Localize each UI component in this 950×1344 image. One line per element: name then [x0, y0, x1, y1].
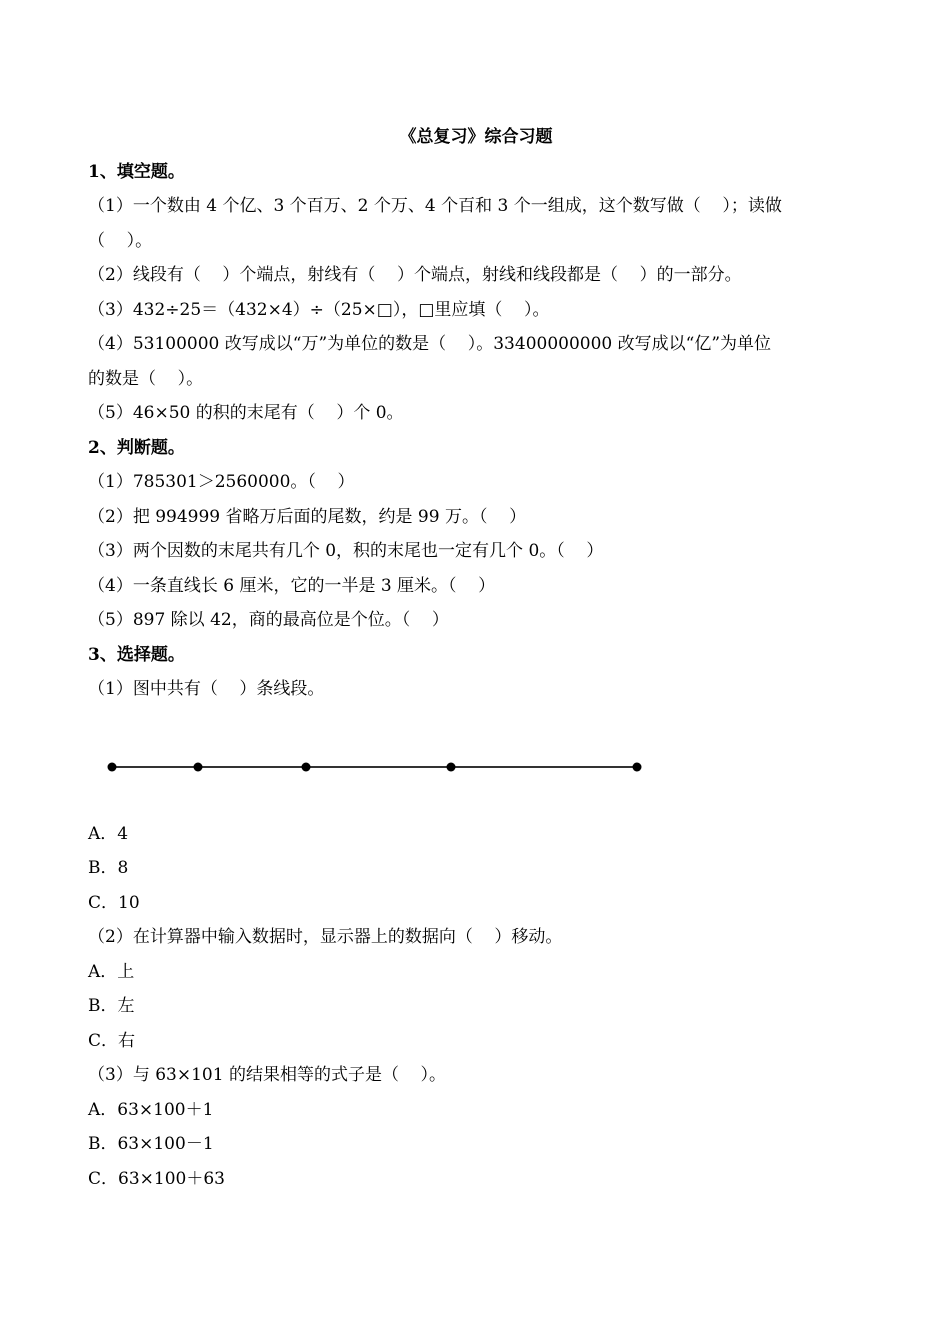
- line-segment-diagram: [100, 747, 660, 787]
- section-heading: 3、选择题。: [88, 644, 185, 665]
- question-line: （3）与 63×101 的结果相等的式子是（ ）。: [88, 1065, 447, 1085]
- answer-option: B．63×100－1: [88, 1134, 214, 1154]
- question-line: （4）一条直线长 6 厘米，它的一半是 3 厘米。（ ）: [88, 575, 496, 596]
- answer-option: B．左: [88, 996, 135, 1016]
- answer-option: A．4: [88, 823, 129, 844]
- segment-point: [302, 762, 311, 771]
- question-line: （1）图中共有（ ）条线段。: [88, 679, 325, 699]
- answer-option: A．63×100＋1: [88, 1099, 214, 1120]
- question-line: （5）897 除以 42，商的最高位是个位。（ ）: [88, 610, 449, 630]
- question-line: （1）785301＞2560000。（ ）: [88, 472, 355, 492]
- segment-point: [633, 762, 642, 771]
- document-title: 《总复习》综合习题: [399, 127, 553, 147]
- question-line: （4）53100000 改写成以“万”为单位的数是（ ）。33400000000 改写成以“亿”为单位: [88, 334, 772, 354]
- document-page: [88, 120, 864, 1196]
- segment-point: [447, 762, 456, 771]
- segment-point: [194, 762, 203, 771]
- answer-option: C．右: [88, 1030, 136, 1051]
- question-line: （5）46×50 的积的末尾有（ ）个 0。: [88, 403, 404, 423]
- section-heading: 2、判断题。: [88, 437, 185, 458]
- question-line: （3）432÷25＝（432×4）÷（25×□），□里应填（ ）。: [88, 299, 550, 320]
- question-line: （1）一个数由 4 个亿、3 个百万、2 个万、4 个百和 3 个一组成，这个数写做（ ）；读做: [88, 196, 782, 216]
- answer-option: A．上: [88, 961, 135, 982]
- question-line: （3）两个因数的末尾共有几个 0，积的末尾也一定有几个 0。（ ）: [88, 541, 604, 561]
- question-line: （2）在计算器中输入数据时，显示器上的数据向（ ）移动。: [88, 927, 563, 947]
- answer-option: B．8: [88, 858, 129, 878]
- answer-option: C．10: [88, 892, 140, 913]
- segment-point: [108, 762, 117, 771]
- question-line: （2）把 994999 省略万后面的尾数，约是 99 万。（ ）: [88, 506, 527, 527]
- question-line: 的数是（ ）。: [88, 368, 204, 389]
- question-line: （2）线段有（ ）个端点，射线有（ ）个端点，射线和线段都是（ ）的一部分。: [88, 265, 742, 285]
- question-line: （ ）。: [88, 230, 153, 251]
- section-heading: 1、填空题。: [88, 161, 185, 182]
- answer-option: C．63×100＋63: [88, 1168, 225, 1189]
- line-segment-figure: [0, 707, 864, 817]
